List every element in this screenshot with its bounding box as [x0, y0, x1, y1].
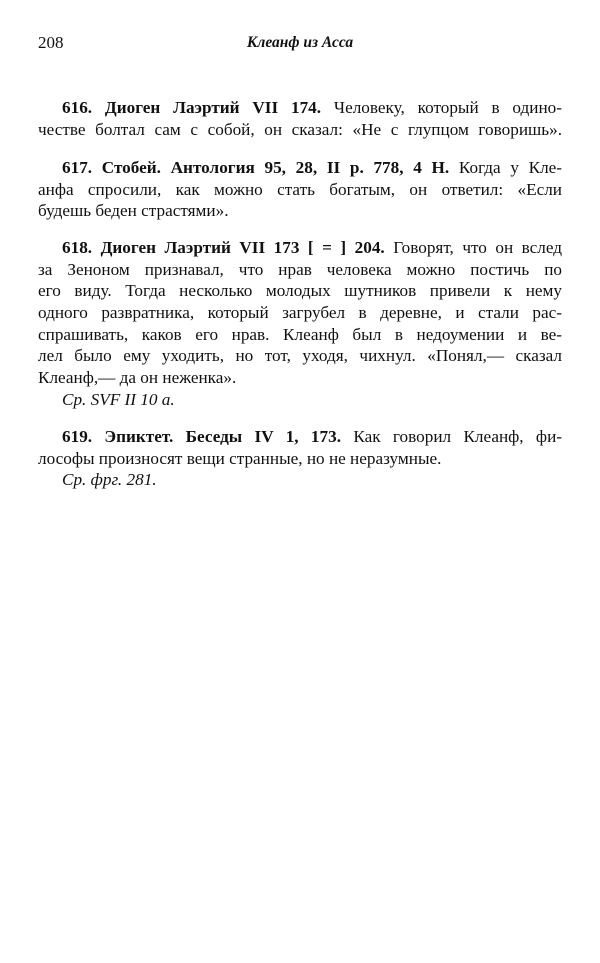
fragment-text: честве болтал сам с собой, он сказал: «Не с глупцом говоришь».: [38, 119, 562, 139]
page-header: [38, 33, 562, 57]
fragment-text: анфа спросили, как можно стать богатым, он ответил: «Если: [38, 179, 562, 199]
cross-reference: Ср. фрг. 281.: [62, 470, 157, 490]
fragment-text: Как говорил Клеанф, фи-: [341, 427, 562, 446]
fragment-text: Человеку, который в одино-: [321, 98, 562, 117]
fragment-text: его виду. Тогда несколько молодых шутников привели к нему: [38, 281, 562, 301]
fragment-618: [38, 237, 562, 411]
fragment-source: 617. Стобей. Антология 95, 28, II р. 778, 4 Н.: [62, 158, 450, 177]
fragment-text: за Зеноном признавал, что нрав человека можно постичь по: [38, 259, 562, 279]
fragment-text: Говорят, что он вслед: [384, 238, 562, 257]
fragment-text: лософы произносят вещи странные, но не неразумные.: [38, 448, 442, 468]
fragment-text: Клеанф,— да он неженка».: [38, 368, 237, 388]
fragment-619: [38, 426, 562, 491]
cross-reference: Ср. SVF II 10 a.: [62, 389, 175, 409]
fragment-617: [38, 157, 562, 222]
fragment-source: 618. Диоген Лаэртий VII 173 [ = ] 204.: [62, 238, 385, 257]
fragment-616: [38, 97, 562, 140]
fragment-text: будешь беден страстями».: [38, 201, 229, 221]
fragment-text: лел было ему уходить, но тот, уходя, чихнул. «Понял,— сказал: [38, 346, 562, 366]
fragment-text: Когда у Кле-: [449, 158, 562, 177]
page-number: 208: [38, 33, 64, 52]
fragment-text: одного развратника, который загрубел в деревне, и стали рас-: [38, 303, 562, 323]
fragment-source: 619. Эпиктет. Беседы IV 1, 173.: [62, 427, 342, 446]
fragment-text: спрашивать, каков его нрав. Клеанф был в недоумении и ве-: [38, 324, 562, 344]
fragment-source: 616. Диоген Лаэртий VII 174.: [62, 98, 322, 117]
running-title: Клеанф из Асса: [246, 34, 354, 51]
